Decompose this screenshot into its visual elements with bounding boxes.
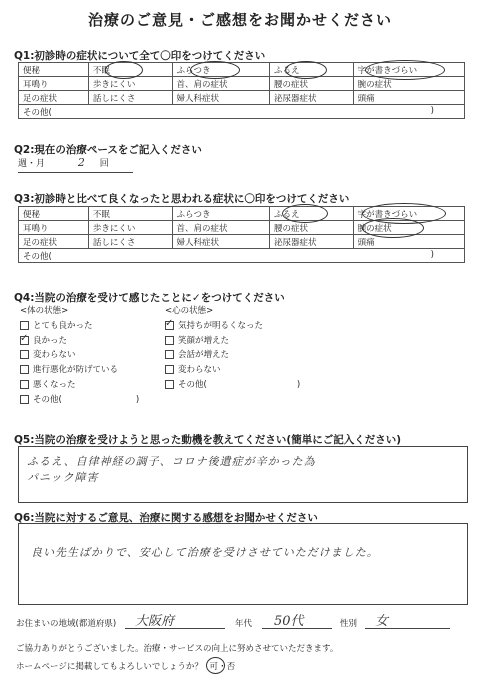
consent-separator: ・ [218, 662, 227, 672]
q4-body-item-label: とても良かった [33, 320, 93, 331]
q1-cell[interactable]: 婦人科症状 [172, 91, 269, 105]
q4-body-title: <体の状態> [20, 306, 69, 316]
q3-circle-mark [362, 218, 424, 238]
q3-cell[interactable]: 字が書きづらい [353, 207, 464, 221]
checkbox[interactable] [165, 380, 174, 389]
page-title: 治療のご意見・ご感想をお聞かせください [87, 11, 392, 29]
q6-answer-text: 良い先生ばかりで、安心して治療を受けさせていただけました。 [31, 546, 379, 559]
q5-answer-box[interactable] [18, 446, 468, 503]
region-label: お住まいの地域(都道府県) [16, 619, 117, 629]
q4-mind-item-label: 気持ちが明るくなった [178, 320, 264, 331]
q4-body-other-close: ) [135, 394, 140, 405]
q4-mind-item-label: その他( [178, 379, 207, 390]
q4-mind-title: <心の状態> [165, 306, 214, 316]
q2-value[interactable]: 2 [77, 156, 85, 169]
q3-cell[interactable]: ふるえ [270, 207, 354, 221]
q4-mind-item-label: 笑顔が増えた [178, 335, 230, 346]
q1-cell[interactable]: ふらつき [172, 63, 269, 77]
list-item[interactable] [20, 363, 139, 378]
q3-cell[interactable]: 話しにくさ [88, 235, 172, 249]
q4-body-item-label: 進行悪化が防げている [33, 365, 119, 376]
q1-cell[interactable]: 不眠 [88, 63, 172, 77]
q1-circle-mark [365, 60, 445, 80]
list-item[interactable] [20, 378, 139, 393]
q4-body-item-label: 悪くなった [33, 379, 76, 390]
q3-cell[interactable]: 便秘 [19, 207, 89, 221]
q3-cell[interactable]: 婦人科症状 [172, 235, 269, 249]
q4-body-list [20, 304, 139, 408]
region-field[interactable] [125, 610, 225, 629]
q3-cell[interactable]: 首、肩の症状 [172, 221, 269, 235]
q1-cell[interactable]: 話しにくさ [88, 91, 172, 105]
q3-cell[interactable]: 頭痛 [353, 235, 464, 249]
list-item[interactable] [165, 319, 300, 334]
q3-cell[interactable]: 腰の症状 [270, 221, 354, 235]
q1-other-label: その他( [23, 107, 52, 118]
checkbox-checked[interactable] [165, 321, 174, 330]
table-row [19, 249, 465, 263]
list-item[interactable] [20, 334, 139, 349]
checkbox[interactable] [20, 395, 29, 404]
q4-label: Q4:当院の治療を受けて感じたことに✓をつけてください [14, 292, 285, 304]
q1-cell[interactable]: 首、肩の症状 [172, 77, 269, 91]
q1-circle-mark [190, 61, 240, 79]
homepage-question-text: ホームページに掲載してもよろしいでしょうか？ [16, 662, 203, 672]
q4-mind-item-label: 変わらない [178, 365, 221, 376]
q3-other-label: その他( [23, 251, 52, 262]
q1-cell[interactable]: 耳鳴り [19, 77, 89, 91]
q4-body-item-label: 変わらない [33, 350, 76, 361]
consent-options [210, 662, 236, 672]
consent-yes[interactable] [210, 660, 219, 672]
q2-answer-line [18, 156, 133, 173]
q4-body-item-label: 良かった [33, 335, 68, 346]
q4-mind-other-close: ) [296, 379, 301, 390]
q3-other-close: ) [430, 249, 434, 260]
q4-mind-item-label: 会話が増えた [178, 350, 230, 361]
homepage-question [16, 660, 235, 672]
q1-cell[interactable]: 泌尿器症状 [270, 91, 354, 105]
list-item[interactable] [165, 348, 300, 363]
q3-cell[interactable]: 耳鳴り [19, 221, 89, 235]
q1-cell[interactable]: 歩きにくい [88, 77, 172, 91]
q5-answer-line1: ふるえ、自律神経の調子、コロナ後遺症が辛かった為 [27, 455, 316, 468]
q3-cell[interactable]: ふらつき [172, 207, 269, 221]
list-item[interactable] [20, 319, 139, 334]
checkbox-checked[interactable] [20, 336, 29, 345]
thanks-text: ご協力ありがとうございました。治療・サービスの向上に努めさせていただきます。 [16, 644, 339, 654]
region-value: 大阪府 [135, 614, 175, 629]
q1-circle-mark [105, 61, 143, 79]
q3-circle-mark [282, 204, 328, 223]
q4-mind-list [165, 304, 300, 393]
list-item[interactable] [165, 334, 300, 349]
q4-body-item-label: その他( [33, 394, 62, 405]
q3-cell[interactable]: 足の症状 [19, 235, 89, 249]
q3-cell[interactable]: 歩きにくい [88, 221, 172, 235]
list-item[interactable] [165, 363, 300, 378]
q1-cell[interactable]: 腕の症状 [353, 77, 464, 91]
q2-prefix: 週・月 [18, 159, 46, 169]
q3-cell[interactable]: 不眠 [88, 207, 172, 221]
table-row [19, 105, 465, 119]
sex-value: 女 [375, 614, 389, 629]
q1-cell[interactable]: 足の症状 [19, 91, 89, 105]
checkbox[interactable] [20, 380, 29, 389]
q1-cell[interactable]: ふるえ [270, 63, 354, 77]
q1-other-close: ) [430, 105, 434, 116]
checkbox[interactable] [165, 336, 174, 345]
table-row [19, 91, 465, 105]
checkbox[interactable] [165, 350, 174, 359]
q1-circle-mark [285, 61, 327, 79]
q3-cell[interactable]: 泌尿器症状 [270, 235, 354, 249]
q5-answer-line2: パニック障害 [27, 471, 99, 484]
checkbox[interactable] [20, 321, 29, 330]
q3-label: Q3:初診時と比べて良くなったと思われる症状に〇印をつけてください [14, 193, 350, 205]
q1-cell[interactable]: 字が書きづらい [353, 63, 464, 77]
age-label: 年代 [235, 619, 253, 629]
q5-label: Q5:当院の治療を受けようと思った動機を教えてください(簡単にご記入ください) [14, 434, 402, 446]
checkbox[interactable] [20, 350, 29, 359]
q1-cell[interactable]: 便秘 [19, 63, 89, 77]
age-field[interactable] [262, 610, 332, 629]
q2-suffix: 回 [99, 159, 109, 169]
list-item[interactable] [165, 378, 300, 393]
q3-cell[interactable]: 腕の症状 [353, 221, 464, 235]
list-item[interactable] [20, 393, 139, 408]
checkbox[interactable] [165, 365, 174, 374]
consent-no[interactable]: 否 [226, 662, 236, 672]
consent-yes-label: 可 [209, 662, 219, 672]
consent-circle-mark [206, 657, 225, 674]
q6-label: Q6:当院に対するご意見、治療に関する感想をお聞かせください [14, 512, 318, 524]
list-item[interactable] [20, 348, 139, 363]
q6-answer-box[interactable] [18, 523, 468, 605]
sex-field[interactable] [365, 610, 450, 629]
age-value: 50代 [274, 614, 304, 629]
q2-label: Q2:現在の治療ペースをご記入ください [14, 144, 202, 156]
checkbox[interactable] [20, 365, 29, 374]
sex-label: 性別 [340, 619, 358, 629]
q1-cell[interactable]: 腰の症状 [270, 77, 354, 91]
q1-label: Q1:初診時の症状について全て〇印をつけてください [14, 50, 266, 62]
q1-cell[interactable]: 頭痛 [353, 91, 464, 105]
